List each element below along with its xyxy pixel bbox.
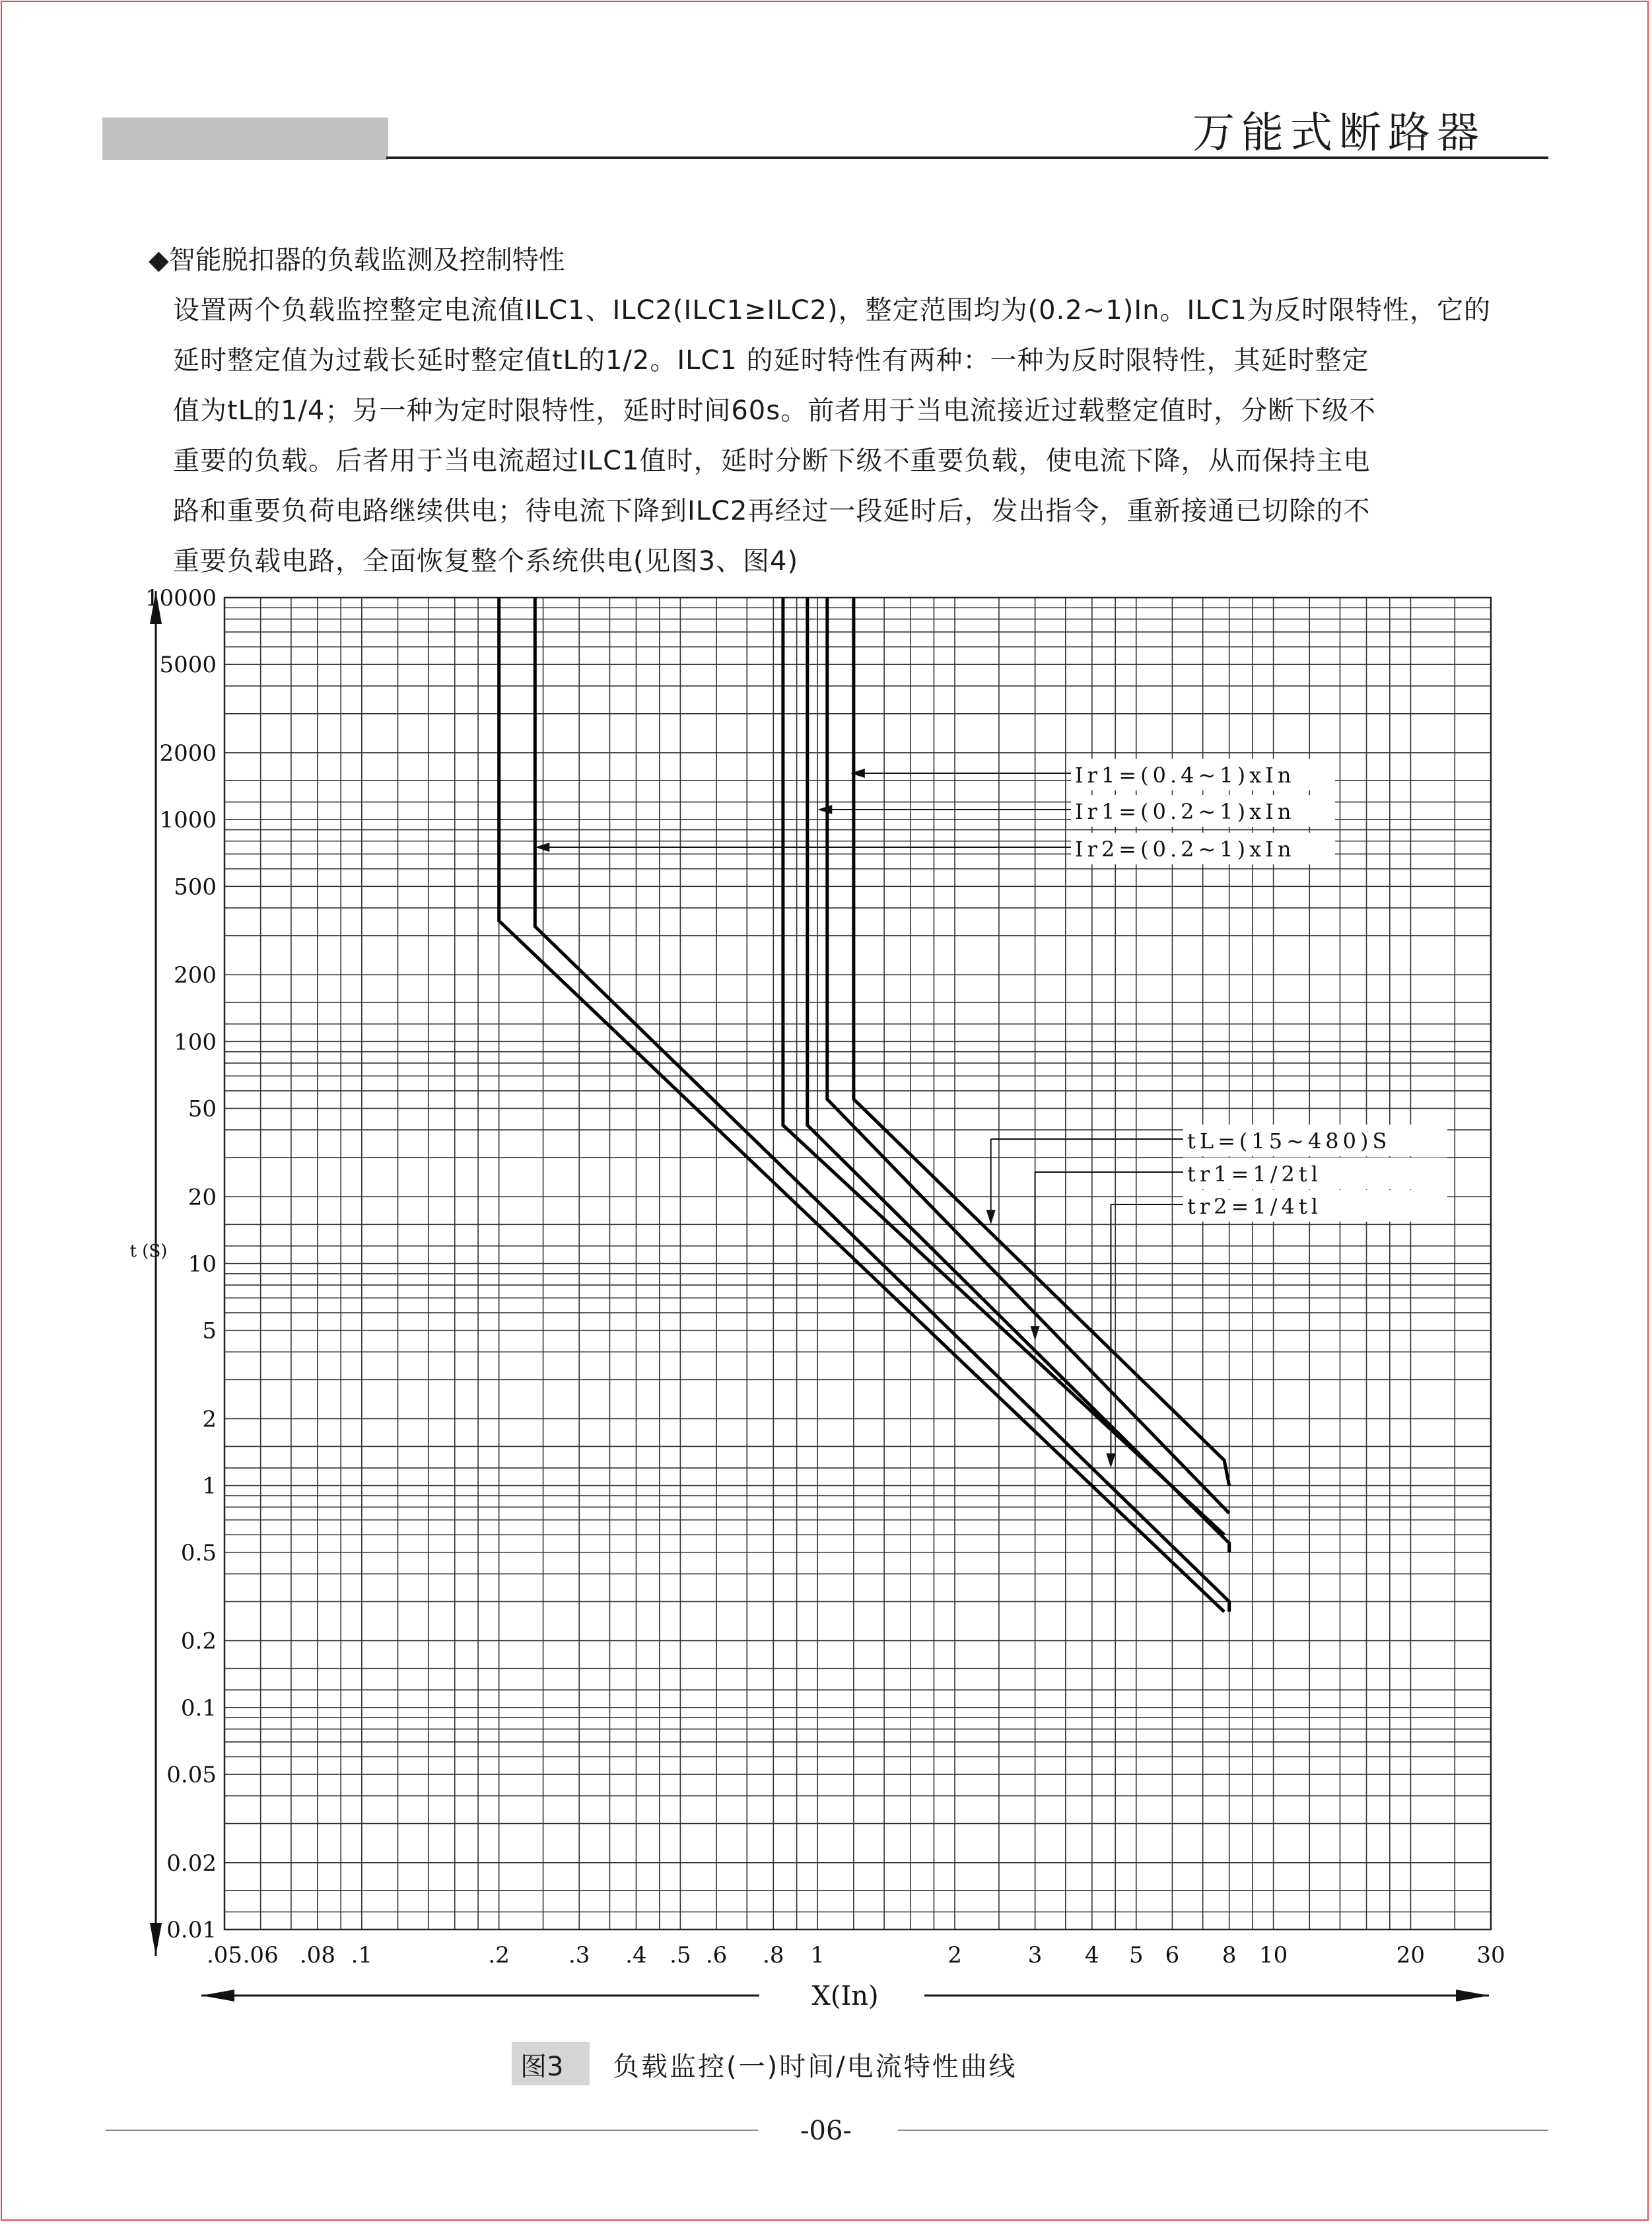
annotation-label: tr2=1/4tl <box>1187 1194 1322 1219</box>
x-tick-label: .08 <box>299 1942 335 1968</box>
annotation-arrowhead <box>1031 1326 1040 1340</box>
annotation-label: tr1=1/2tl <box>1187 1162 1322 1187</box>
paragraph-line: 延时整定值为过载长延时整定值tL的1/2。ILC1 的延时特性有两种：一种为反时限特性，其延时整定 <box>173 345 1369 376</box>
series-line <box>808 598 1229 1552</box>
y-tick-label: 100 <box>174 1029 217 1056</box>
y-tick-label: 2 <box>202 1406 217 1433</box>
paragraph-line: 重要负载电路，全面恢复整个系统供电(见图3、图4) <box>173 546 799 576</box>
y-tick-label: 5000 <box>159 652 217 679</box>
annotation-arrowhead <box>817 805 832 814</box>
y-tick-label: 2000 <box>159 740 217 767</box>
x-tick-label: .8 <box>763 1942 784 1968</box>
series-line <box>535 598 1229 1612</box>
y-tick-label: 20 <box>188 1184 217 1211</box>
x-tick-label: 1 <box>810 1942 825 1968</box>
y-tick-label: 0.01 <box>166 1917 217 1943</box>
x-tick-label: 3 <box>1027 1942 1043 1968</box>
x-tick-label: 30 <box>1476 1942 1505 1968</box>
annotation-arrowhead <box>535 843 549 852</box>
series-group <box>499 598 1229 1612</box>
annotation-label: Ir2=(0.2~1)xIn <box>1075 837 1295 862</box>
x-tick-label: 10 <box>1258 1942 1288 1968</box>
x-tick-label: .06 <box>242 1942 279 1968</box>
x-tick-label: 2 <box>947 1942 962 1968</box>
x-tick-label: 8 <box>1222 1942 1237 1968</box>
x-tick-label: 6 <box>1165 1942 1180 1968</box>
paragraph-line: 设置两个负载监控整定电流值ILC1、ILC2(ILC1≥ILC2)，整定范围均为(0.2~1)In。ILC1为反时限特性，它的 <box>173 295 1491 326</box>
annotation-label: Ir1=(0.4~1)xIn <box>1075 763 1295 788</box>
x-tick-label: .05 <box>206 1942 243 1968</box>
x-tick-label: .4 <box>625 1942 647 1968</box>
y-axis-label: t (S) <box>129 1241 168 1261</box>
y-tick-label: 0.2 <box>180 1628 217 1655</box>
x-axis-label: X(In) <box>811 1981 879 2011</box>
section-heading: ◆智能脱扣器的负载监测及控制特性 <box>149 245 565 275</box>
annotation-arrowhead <box>1106 1453 1115 1468</box>
x-tick-label: .6 <box>705 1942 728 1968</box>
y-tick-label: 1 <box>202 1473 217 1500</box>
caption-title: 负载监控(一)时间/电流特性曲线 <box>613 2052 1017 2082</box>
footer-rule-right <box>898 2130 1548 2131</box>
y-tick-label: 50 <box>188 1095 217 1123</box>
footer-rule-left <box>106 2130 758 2131</box>
y-tick-label: 1000 <box>159 807 217 834</box>
y-axis-arrow-down <box>150 1923 162 1956</box>
x-tick-label: .3 <box>568 1942 590 1968</box>
series-line <box>827 598 1229 1513</box>
y-tick-label: 0.05 <box>166 1762 217 1789</box>
annotation-arrowhead <box>986 1210 996 1224</box>
y-tick-label: 10000 <box>145 585 217 611</box>
annotations <box>535 759 1447 1468</box>
y-tick-label: 0.02 <box>166 1850 217 1877</box>
y-tick-label: 0.1 <box>180 1694 217 1721</box>
y-tick-label: 0.5 <box>180 1539 217 1566</box>
paragraph-line: 路和重要负荷电路继续供电；待电流下降到ILC2再经过一段延时后，发出指令，重新接通已切除的不 <box>173 496 1371 526</box>
paragraph-line: 重要的负载。后者用于当电流超过ILC1值时，延时分断下级不重要负载，使电流下降，从而保持主电 <box>173 446 1371 476</box>
page-number: -06- <box>800 2116 852 2146</box>
y-tick-label: 10 <box>188 1251 217 1278</box>
y-tick-label: 500 <box>174 874 217 901</box>
x-tick-label: 20 <box>1396 1942 1426 1968</box>
x-tick-label: 4 <box>1085 1942 1099 1968</box>
caption-number: 图3 <box>520 2052 564 2082</box>
x-axis-arrow-left <box>201 1990 234 2001</box>
annotation-label: Ir1=(0.2~1)xIn <box>1075 799 1295 824</box>
paragraph-line: 值为tL的1/4；另一种为定时限特性，延时时间60s。前者用于当电流接近过载整定值时，分断下级不 <box>173 396 1377 426</box>
y-tick-label: 200 <box>174 962 217 989</box>
header-title: 万能式断路器 <box>1192 109 1486 158</box>
x-tick-label: .2 <box>488 1942 510 1968</box>
x-tick-label: .1 <box>351 1942 373 1968</box>
x-axis-arrow-right <box>1456 1990 1489 2001</box>
annotation-label: tL=(15~480)S <box>1187 1129 1391 1154</box>
y-tick-label: 5 <box>202 1317 217 1344</box>
x-tick-label: 5 <box>1128 1942 1144 1968</box>
x-tick-label: .5 <box>670 1942 691 1968</box>
